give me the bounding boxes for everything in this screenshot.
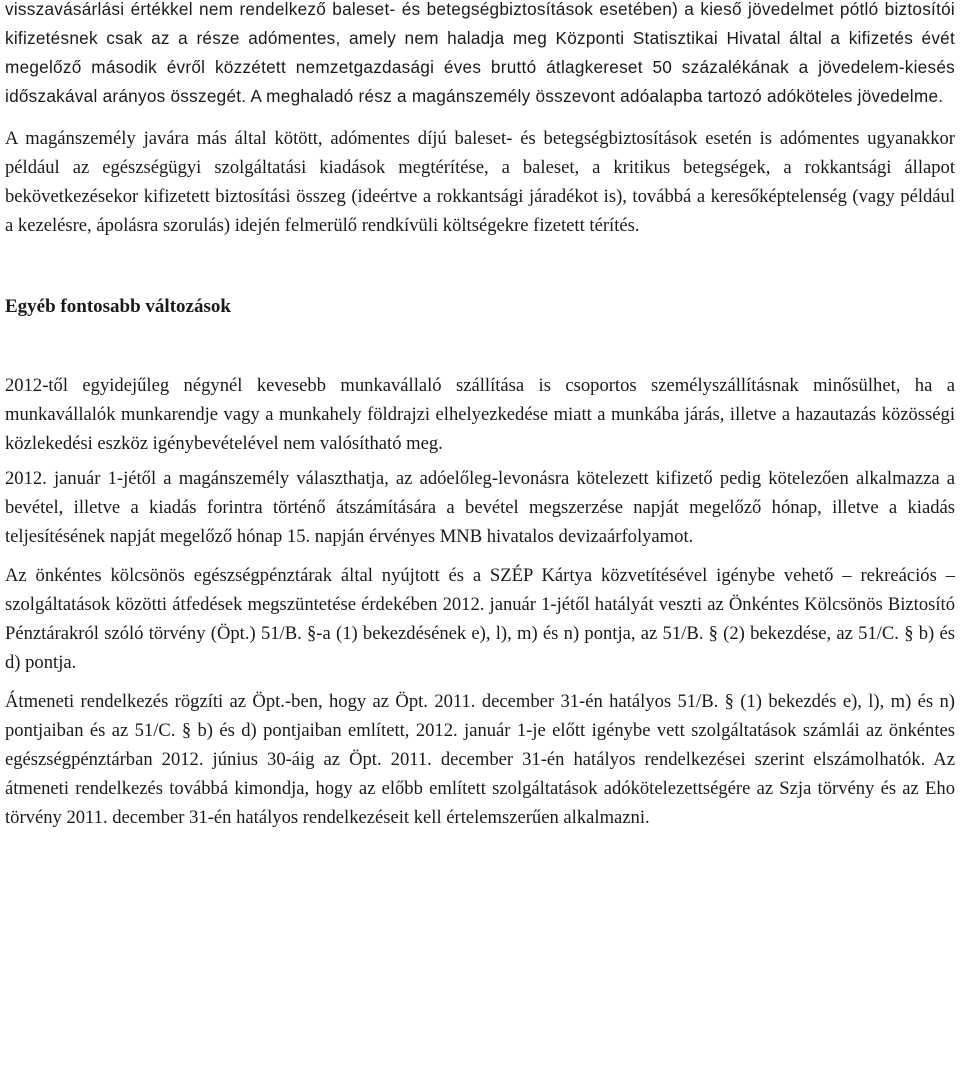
paragraph-group-transport: 2012-től egyidejűleg négynél kevesebb munkavállaló szállítása is csoportos személyszállításnak minősülhet, ha a munkavállalók munkarendje vagy a munkahely földrajzi elhelyezkedése miatt a munkába járás, illetve a hazautazás közösségi közlekedési eszköz igénybevételével nem valósítható meg.: [5, 375, 955, 454]
paragraph-transitional-provision: Átmeneti rendelkezés rögzíti az Öpt.-ben, hogy az Öpt. 2011. december 31-én hatályos 51/B. § (1) bekezdés e), l), m) és n) pontjaiban és az 51/C. § b) és d) pontjaiban említett, 2012. január 1-je előtt igénybe vett szolgáltatások számlái az önkéntes egészségpénztárban 2012. június 30-áig az Öpt. 2011. december 31-én hatályos rendelkezései szerint elszámolhatók. Az átmeneti rendelkezés továbbá kimondja, hogy az előbb említett szolgáltatások adókötelezettségére az Szja törvény és az Eho törvény 2011. december 31-én hatályos rendelkezéseit kell értelemszerűen alkalmazni.: [5, 691, 955, 828]
paragraph-exchange-rate: 2012. január 1-jétől a magánszemély választhatja, az adóelőleg-levonásra kötelezett kifizető pedig kötelezően alkalmazza a bevétel, illetve a kiadás forintra történő átszámítására a bevétel megszerzése napját megelőző hónap, illetve a kiadás teljesítésének napját megelőző hónap 15. napján érvényes MNB hivatalos devizaárfolyamot.: [5, 468, 955, 547]
document-page: [5, 0, 955, 832]
paragraph-health-fund: Az önkéntes kölcsönös egészségpénztárak által nyújtott és a SZÉP Kártya közvetítésével igénybe vehető – rekreációs – szolgáltatások közötti átfedések megszüntetése érdekében 2012. január 1-jétől hatályát veszti az Önkéntes Kölcsönös Biztosító Pénztárakról szóló törvény (Öpt.) 51/B. §-a (1) bekezdésének e), l), m) és n) pontja, az 51/B. § (2) bekezdése, az 51/C. § b) és d) pontja.: [5, 565, 955, 673]
section-heading: Egyéb fontosabb változások: [5, 296, 231, 317]
paragraph-insurance-income: visszavásárlási értékkel nem rendelkező baleset- és betegségbiztosítások esetében) a kieső jövedelmet pótló biztosítói kifizetésnek csak az a része adómentes, amely nem haladja meg Központi Statisztikai Hivatal által a kifizetés évét megelőző második évről közzétett nemzetgazdasági éves bruttó átlagkereset 50 százalékának a jövedelem-kiesés időszakával arányos összegét. A meghaladó rész a magánszemély összevont adóalapba tartozó adóköteles jövedelme.: [5, 0, 955, 106]
paragraph-insurance-exemptions: A magánszemély javára más által kötött, adómentes díjú baleset- és betegségbiztosítások esetén is adómentes ugyanakkor például az egészségügyi szolgáltatási kiadások megtérítése, a baleset, a kritikus betegségek, a rokkantsági állapot bekövetkezésekor kifizetett biztosítási összeg (ideértve a rokkantsági járadékot is), továbbá a keresőképtelenség (vagy például a kezelésre, ápolásra szorulás) idején felmerülő rendkívüli költségekre fizetett térítés.: [5, 128, 955, 236]
